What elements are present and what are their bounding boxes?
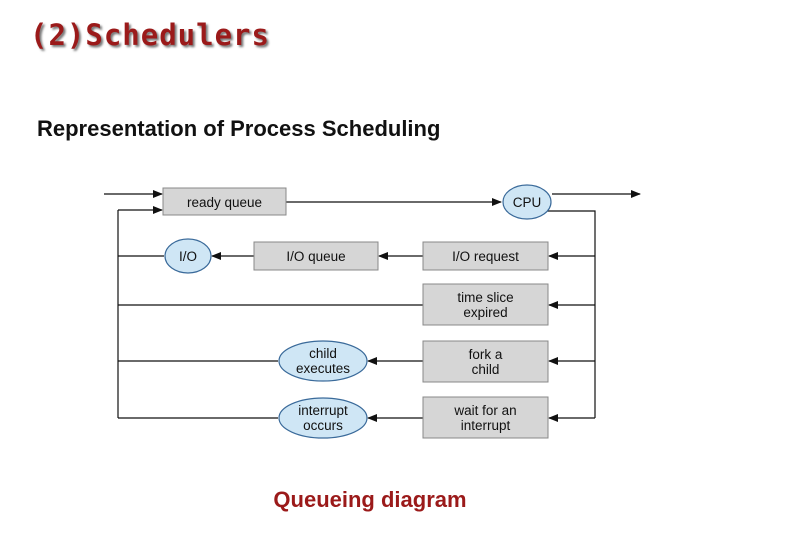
interrupt-occurs-label-1: interrupt [298,403,348,418]
io-queue-label: I/O queue [286,249,346,264]
fork-child-label-1: fork a [468,347,503,362]
wait-interrupt-label-2: interrupt [460,418,511,433]
io-request-label: I/O request [452,249,519,264]
interrupt-occurs-label-2: occurs [303,418,343,433]
child-executes-label-1: child [309,346,337,361]
child-executes-label-2: executes [295,361,351,376]
slide-subtitle: Representation of Process Scheduling [37,116,441,141]
diagram-caption: Queueing diagram [273,487,467,512]
fork-child-label-2: child [471,362,500,377]
cpu-label: CPU [512,195,542,210]
slide-title: (2)Schedulers [30,18,270,52]
time-slice-label-1: time slice [457,290,514,305]
wait-interrupt-label-1: wait for an [454,403,517,418]
io-label: I/O [178,249,198,264]
cpu-to-bus-line [545,211,595,418]
ready-queue-label: ready queue [186,195,263,210]
time-slice-label-2: expired [463,305,508,320]
